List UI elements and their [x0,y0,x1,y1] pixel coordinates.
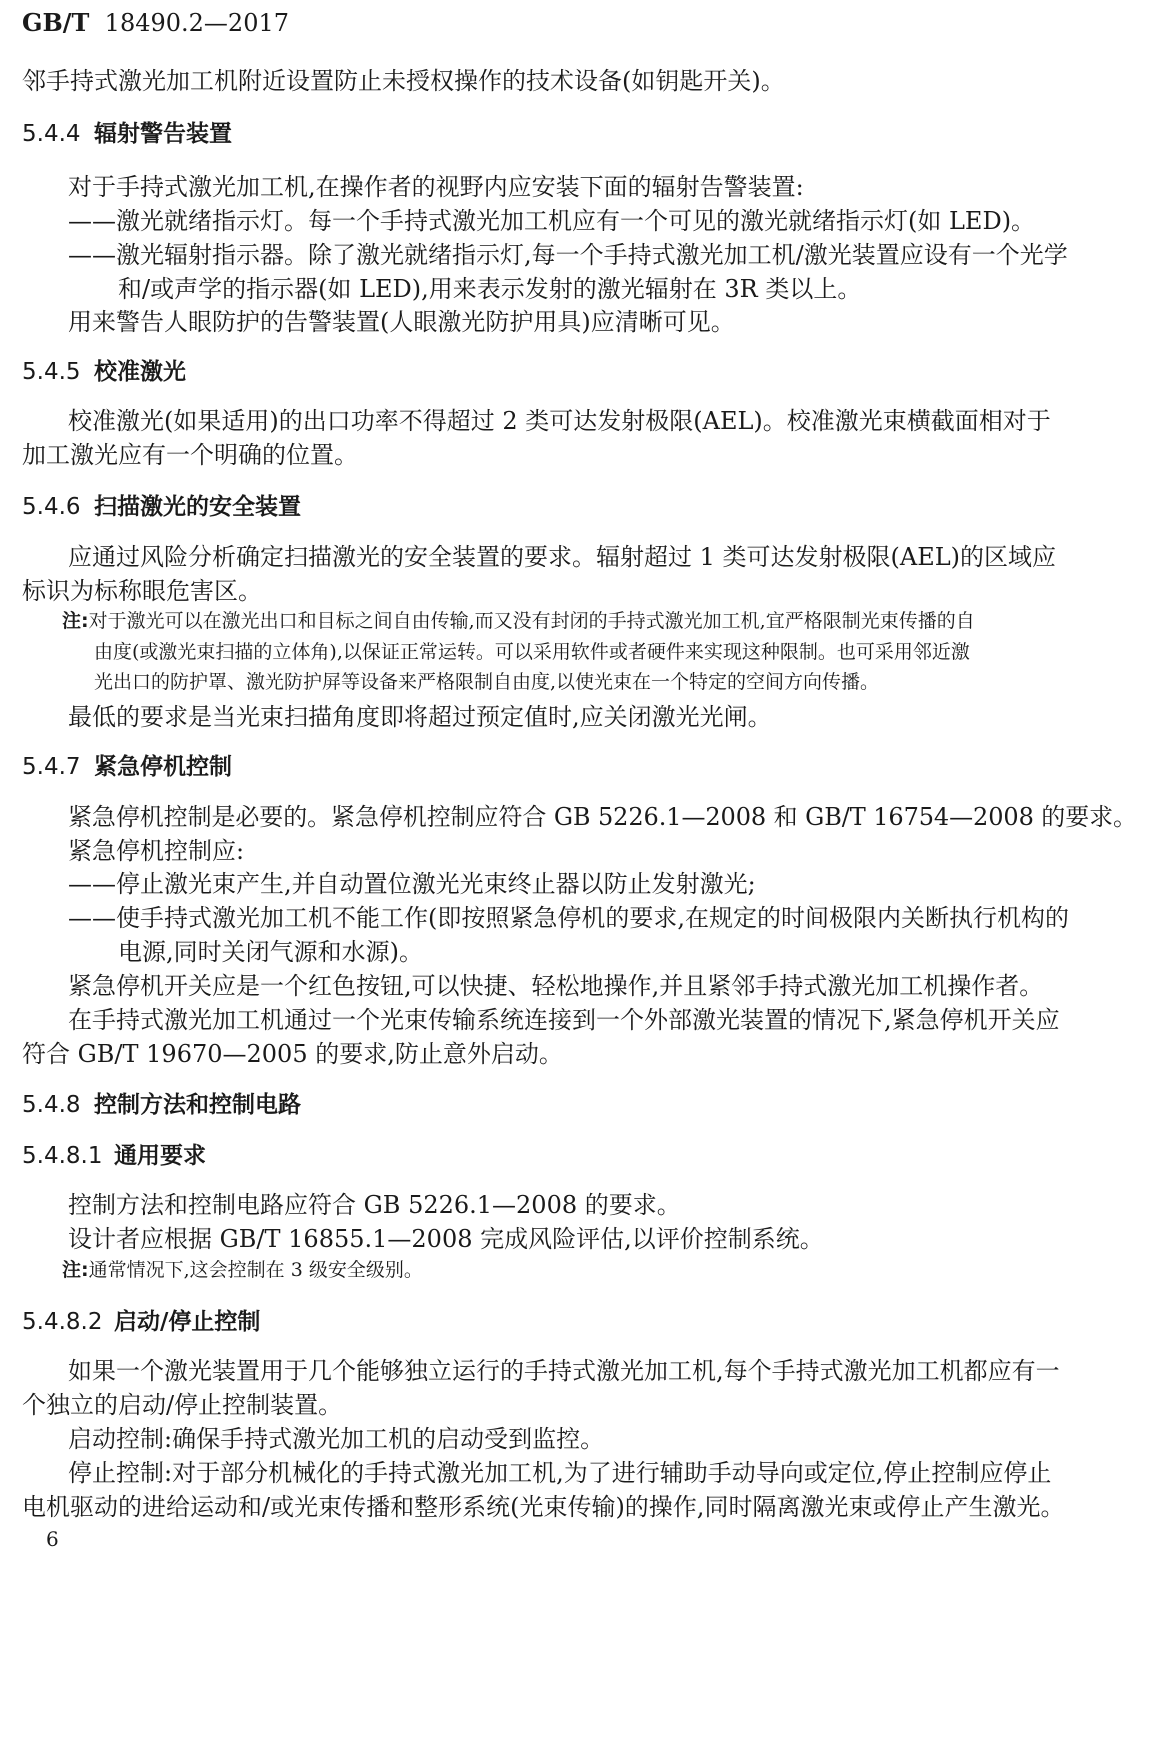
list-item: ——激光就绪指示灯。每一个手持式激光加工机应有一个可见的激光就绪指示灯(如 LED)。 [68,207,1036,235]
section-title: 通用要求 [114,1143,206,1169]
body-line: 如果一个激光装置用于几个能够独立运行的手持式激光加工机,每个手持式激光加工机都应有一 [68,1357,1060,1385]
standard-code: GB/T [22,8,90,37]
section-title: 紧急停机控制 [94,754,232,780]
body-line: 应通过风险分析确定扫描激光的安全装置的要求。辐射超过 1 类可达发射极限(AEL)的区域应 [68,543,1057,571]
body-line: 邻手持式激光加工机附近设置防止未授权操作的技术设备(如钥匙开关)。 [22,67,785,95]
body-line: 启动控制:确保手持式激光加工机的启动受到监控。 [68,1425,605,1453]
section-number: 5.4.5 [22,359,81,385]
section-number: 5.4.8 [22,1092,81,1118]
subsection-heading [22,1141,206,1171]
note-label: 注: [62,610,89,632]
body-line: 紧急停机开关应是一个红色按钮,可以快捷、轻松地操作,并且紧邻手持式激光加工机操作者。 [68,972,1044,1000]
subsection-heading [22,1307,260,1337]
section-heading [22,752,232,782]
section-number: 5.4.8.2 [22,1309,103,1335]
body-line: 设计者应根据 GB/T 16855.1—2008 完成风险评估,以评价控制系统。 [68,1225,824,1253]
body-line: 紧急停机控制是必要的。紧急停机控制应符合 GB 5226.1—2008 和 GB/T 16754—2008 的要求。 [68,803,1137,831]
section-number: 5.4.8.1 [22,1143,103,1169]
list-item: ——激光辐射指示器。除了激光就绪指示灯,每一个手持式激光加工机/激光装置应设有一个光学 [68,241,1068,269]
body-line: 控制方法和控制电路应符合 GB 5226.1—2008 的要求。 [68,1191,681,1219]
section-heading [22,357,186,387]
body-line: 紧急停机控制应: [68,837,245,865]
list-item: ——停止激光束产生,并自动置位激光光束终止器以防止发射激光; [68,870,756,898]
note-line: 光出口的防护罩、激光防护屏等设备来严格限制自由度,以使光束在一个特定的空间方向传播。 [94,671,880,693]
section-heading [22,119,232,149]
body-line: 对于手持式激光加工机,在操作者的视野内应安装下面的辐射告警装置: [68,173,804,201]
list-item-continuation: 和/或声学的指示器(如 LED),用来表示发射的激光辐射在 3R 类以上。 [118,275,862,303]
section-heading [22,1090,301,1120]
note-line [62,608,975,634]
list-item: ——使手持式激光加工机不能工作(即按照紧急停机的要求,在规定的时间极限内关断执行机构的 [68,904,1069,932]
section-title: 启动/停止控制 [114,1309,261,1335]
note-text: 通常情况下,这会控制在 3 级安全级别。 [88,1259,423,1281]
standard-number: 18490.2—2017 [104,9,289,37]
body-line: 加工激光应有一个明确的位置。 [22,441,358,469]
body-line: 符合 GB/T 19670—2005 的要求,防止意外启动。 [22,1040,563,1068]
note-line: 由度(或激光束扫描的立体角),以保证正常运转。可以采用软件或者硬件来实现这种限制。也可采用邻近激 [94,641,970,663]
body-line: 校准激光(如果适用)的出口功率不得超过 2 类可达发射极限(AEL)。校准激光束横截面相对于 [68,407,1051,435]
section-title: 辐射警告装置 [94,121,232,147]
page-number: 6 [46,1527,59,1551]
body-line: 在手持式激光加工机通过一个光束传输系统连接到一个外部激光装置的情况下,紧急停机开关应 [68,1006,1060,1034]
body-line: 用来警告人眼防护的告警装置(人眼激光防护用具)应清晰可见。 [68,308,735,336]
section-heading [22,492,301,522]
body-line: 电机驱动的进给运动和/或光束传播和整形系统(光束传输)的操作,同时隔离激光束或停止产生激光。 [22,1493,1065,1521]
note-text: 对于激光可以在激光出口和目标之间自由传输,而又没有封闭的手持式激光加工机,宜严格限制光束传播的自 [88,610,975,632]
section-title: 控制方法和控制电路 [94,1092,301,1118]
running-header [22,8,289,38]
body-line: 停止控制:对于部分机械化的手持式激光加工机,为了进行辅助手动导向或定位,停止控制应停止 [68,1459,1052,1487]
section-number: 5.4.4 [22,121,81,147]
note-line [62,1257,423,1283]
body-line: 标识为标称眼危害区。 [22,577,262,605]
section-title: 校准激光 [94,359,186,385]
section-title: 扫描激光的安全装置 [94,494,301,520]
section-number: 5.4.7 [22,754,81,780]
body-line: 最低的要求是当光束扫描角度即将超过预定值时,应关闭激光光闸。 [68,703,772,731]
section-number: 5.4.6 [22,494,81,520]
body-line: 个独立的启动/停止控制装置。 [22,1391,343,1419]
note-label: 注: [62,1259,89,1281]
list-item-continuation: 电源,同时关闭气源和水源)。 [118,938,423,966]
